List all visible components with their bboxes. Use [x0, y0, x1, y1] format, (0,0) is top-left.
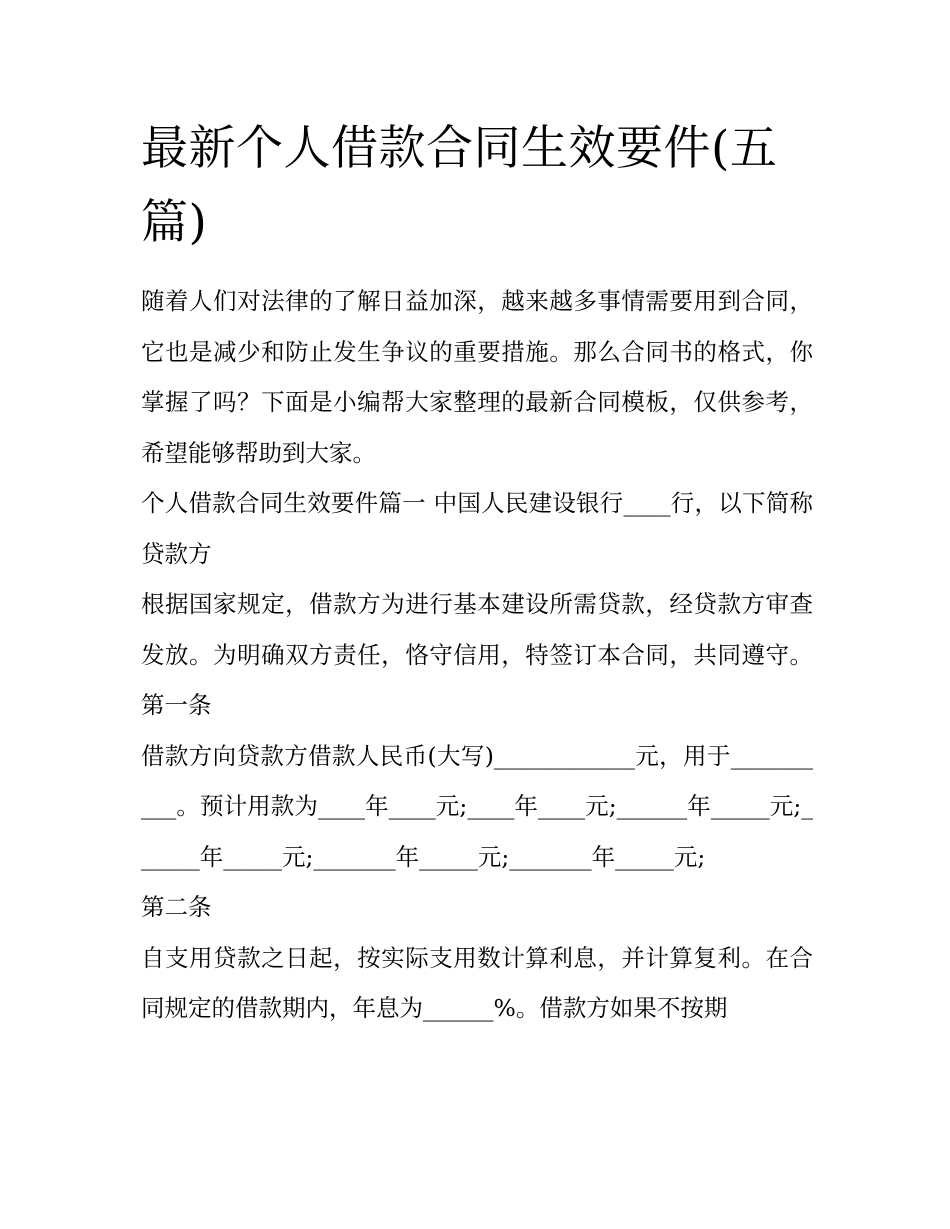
article-two-heading: 第二条	[141, 893, 212, 921]
article-one-paragraph: 借款方向贷款方借款人民币(大写)____________元，用于__________。预计用款为____年____元;____年____元;______年_____元;______年_____元;_______年_____元;_______年_____元;	[141, 741, 813, 871]
intro-paragraph: 随着人们对法律的了解日益加深，越来越多事情需要用到合同，它也是减少和防止发生争议的重要措施。那么合同书的格式，你掌握了吗？下面是小编帮大家整理的最新合同模板，仅供参考，希望能够帮助到大家。	[141, 287, 813, 467]
document-title: 最新个人借款合同生效要件(五篇)	[141, 121, 778, 250]
preamble-paragraph: 根据国家规定，借款方为进行基本建设所需贷款，经贷款方审查发放。为明确双方责任，恪守信用，特签订本合同，共同遵守。 第一条	[141, 590, 813, 719]
section-one-heading-paragraph: 个人借款合同生效要件篇一 中国人民建设银行____行，以下简称贷款方	[141, 489, 813, 568]
article-two-paragraph: 自支用贷款之日起，按实际支用数计算利息，并计算复利。在合同规定的借款期内，年息为______%。借款方如果不按期	[141, 943, 813, 1022]
document-body	[141, 112, 813, 1034]
